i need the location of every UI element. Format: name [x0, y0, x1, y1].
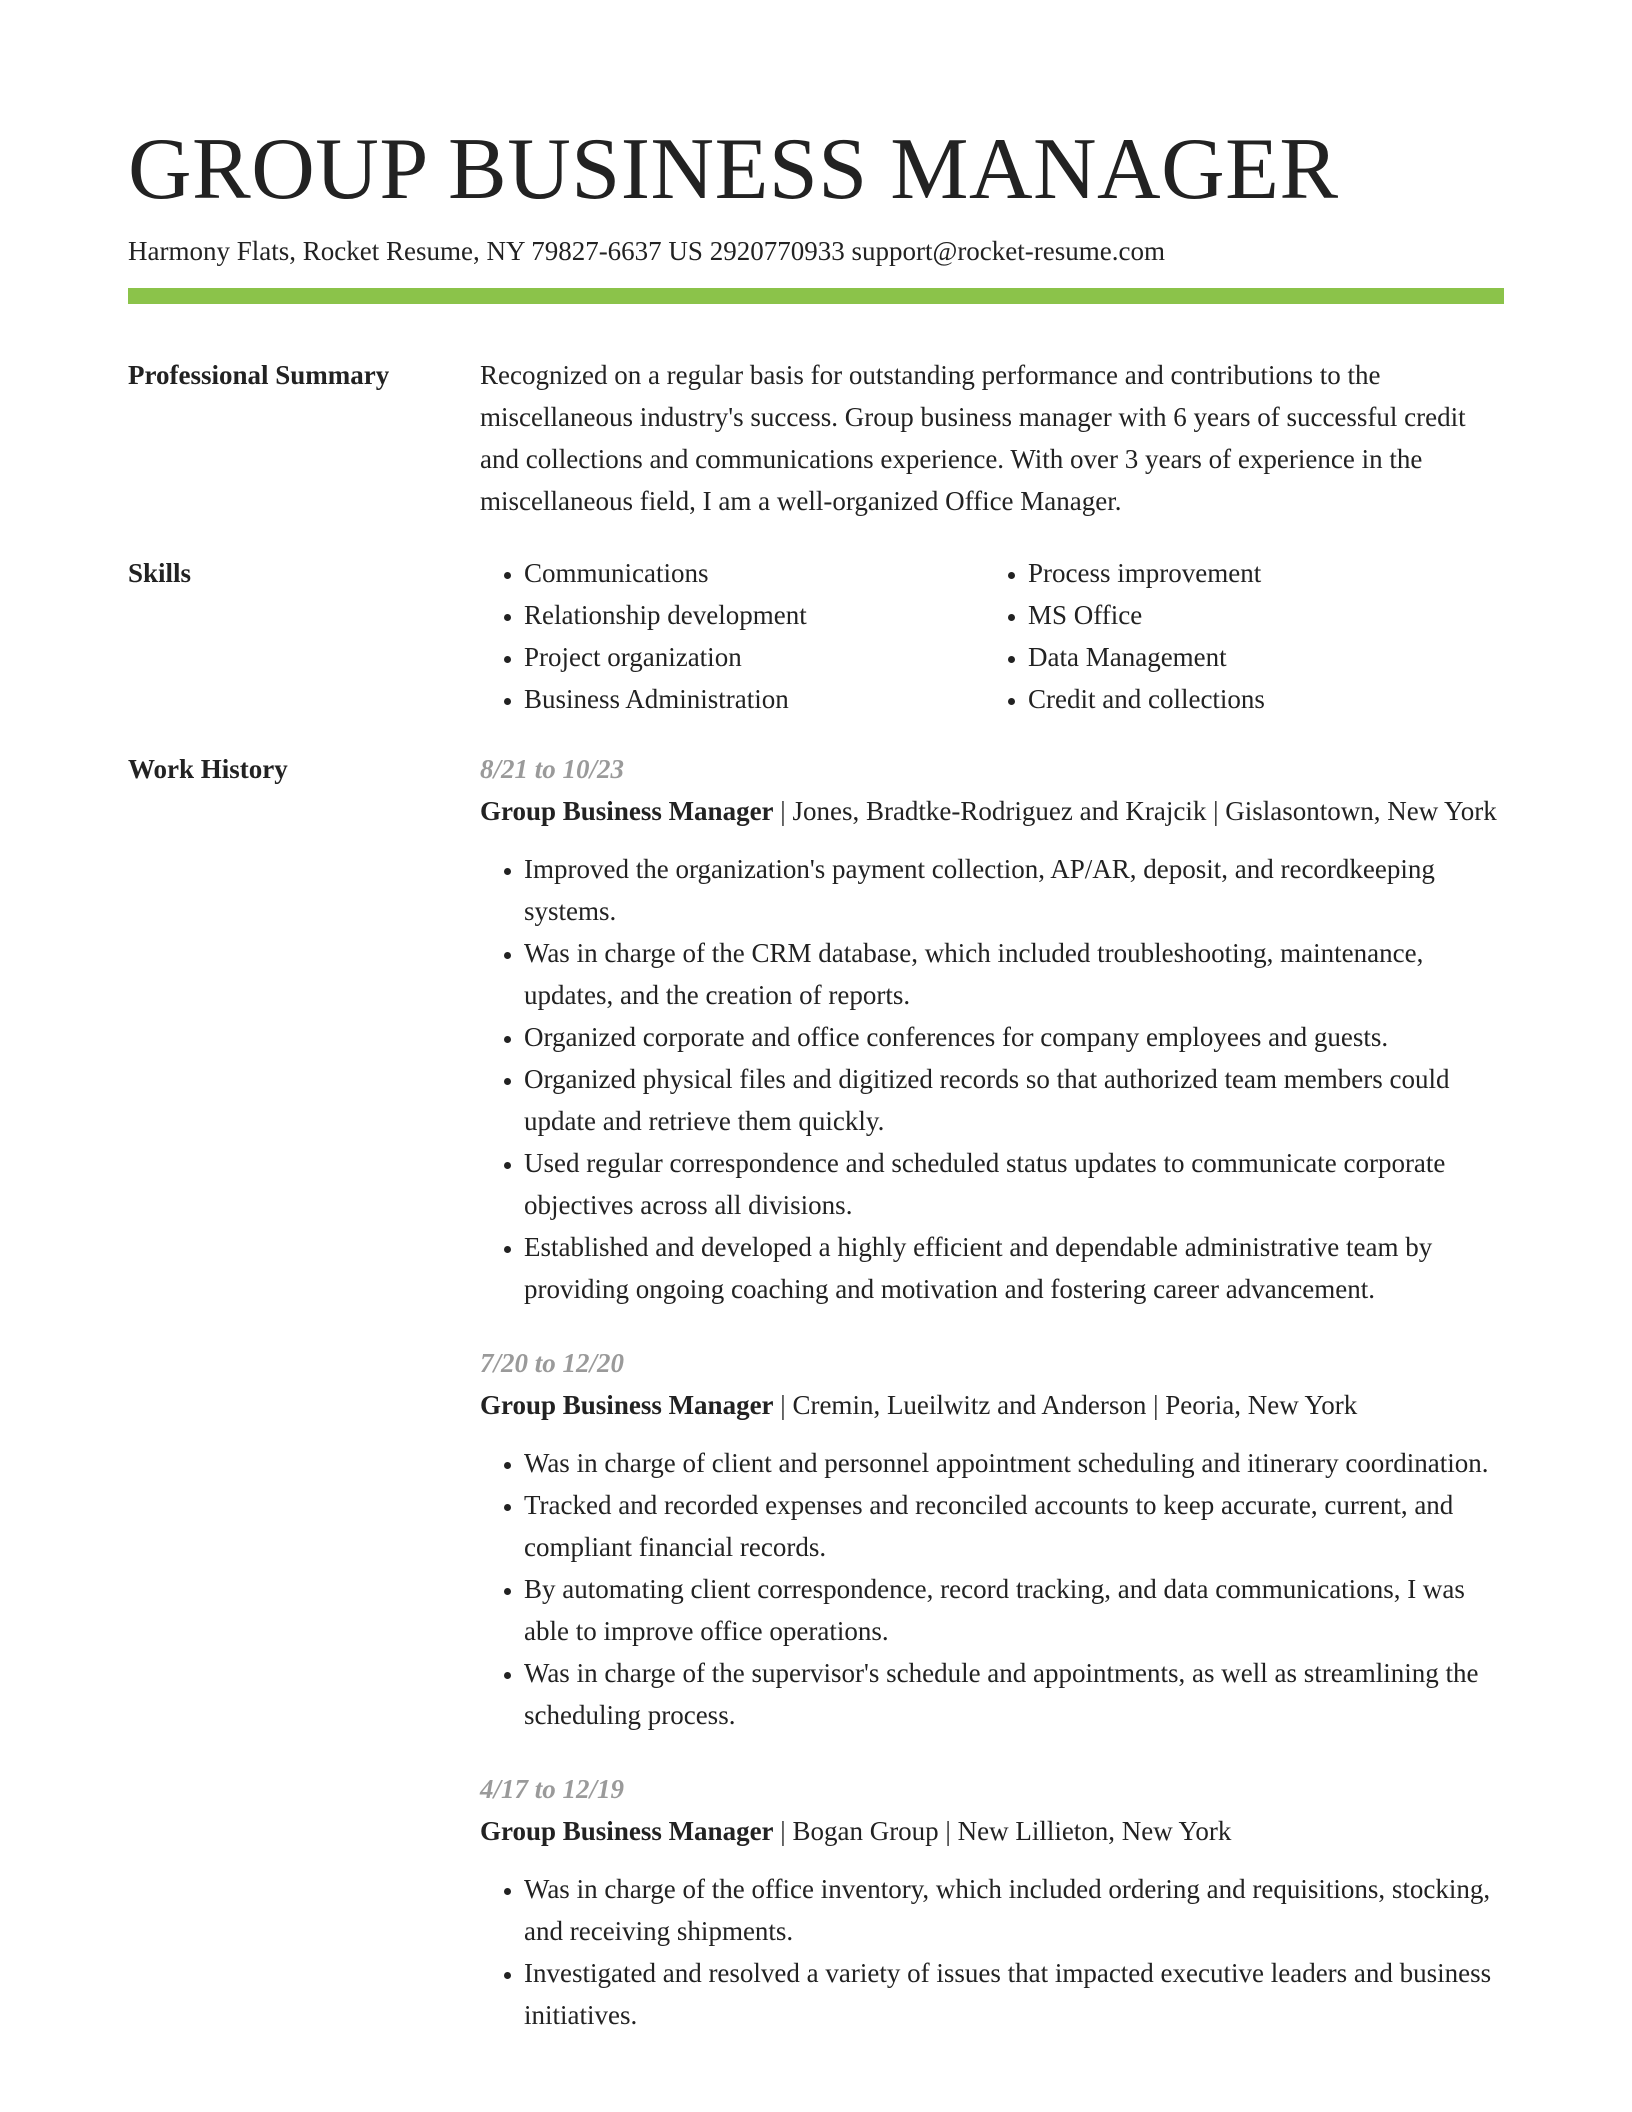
job-heading	[480, 790, 1504, 832]
skills-column-left	[480, 552, 984, 720]
job-dates: 4/17 to 12/19	[480, 1774, 625, 1804]
skill-item: • Data Management	[1028, 636, 1488, 678]
job-bullet: • Organized corporate and office conferences for company employees and guests.	[524, 1016, 1504, 1058]
accent-divider	[128, 288, 1504, 304]
job-bullet: • Tracked and recorded expenses and reconciled accounts to keep accurate, current, and compliant financial records.	[524, 1484, 1504, 1568]
job-title: Group Business Manager	[480, 1816, 774, 1846]
job-bullet: • By automating client correspondence, record tracking, and data communications, I was able to improve office operations.	[524, 1568, 1504, 1652]
summary-text: Recognized on a regular basis for outstanding performance and contributions to the miscellaneous industry's success. Group business manager with 6 years of successful credit and collections and communications experience. With over 3 years of experience in the miscellaneous field, I am a well-organized Office Manager.	[480, 360, 1466, 516]
section-title-work-history: Work History	[128, 754, 288, 784]
job-bullet-list	[480, 1868, 1504, 2036]
job-entry	[480, 1768, 1504, 2036]
resume-page	[128, 0, 1504, 2068]
job-employer-location: | Jones, Bradtke-Rodriguez and Krajcik | Gislasontown, New York	[773, 796, 1497, 826]
job-heading	[480, 1384, 1504, 1426]
job-bullet: • Was in charge of the supervisor's schedule and appointments, as well as streamlining the scheduling process.	[524, 1652, 1504, 1736]
skills-column-right	[984, 552, 1488, 720]
skill-item: • Communications	[524, 552, 984, 594]
skill-item: • Business Administration	[524, 678, 984, 720]
skill-item: • Project organization	[524, 636, 984, 678]
skill-item: • Relationship development	[524, 594, 984, 636]
job-bullet-list	[480, 1442, 1504, 1736]
job-bullet: • Was in charge of the office inventory, which included ordering and requisitions, stocking, and receiving shipments.	[524, 1868, 1504, 1952]
job-title: Group Business Manager	[480, 1390, 774, 1420]
skills-body	[480, 552, 1504, 720]
job-heading	[480, 1810, 1504, 1852]
job-bullet: • Was in charge of client and personnel appointment scheduling and itinerary coordination.	[524, 1442, 1504, 1484]
job-bullet: • Established and developed a highly efficient and dependable administrative team by providing ongoing coaching and motivation and fostering career advancement.	[524, 1226, 1504, 1310]
section-title-summary: Professional Summary	[128, 360, 390, 390]
job-entry	[480, 748, 1504, 1310]
skills-grid	[480, 552, 1504, 720]
job-bullet: • Improved the organization's payment collection, AP/AR, deposit, and recordkeeping systems.	[524, 848, 1504, 932]
section-title-skills: Skills	[128, 558, 192, 588]
job-entry	[480, 1342, 1504, 1736]
work-history-section	[128, 748, 1504, 2068]
job-bullet: • Organized physical files and digitized records so that authorized team members could update and retrieve them quickly.	[524, 1058, 1504, 1142]
job-dates: 7/20 to 12/20	[480, 1348, 625, 1378]
resume-title: GROUP BUSINESS MANAGER	[128, 121, 1339, 218]
job-bullet: • Used regular correspondence and scheduled status updates to communicate corporate objectives across all divisions.	[524, 1142, 1504, 1226]
job-bullet: • Was in charge of the CRM database, which included troubleshooting, maintenance, updates, and the creation of reports.	[524, 932, 1504, 1016]
skill-item: • Process improvement	[1028, 552, 1488, 594]
job-dates: 8/21 to 10/23	[480, 754, 625, 784]
skill-item: • MS Office	[1028, 594, 1488, 636]
job-employer-location: | Cremin, Lueilwitz and Anderson | Peoria, New York	[773, 1390, 1358, 1420]
skills-section	[128, 552, 1504, 720]
contact-line: Harmony Flats, Rocket Resume, NY 79827-6637 US 2920770933 support@rocket-resume.com	[128, 236, 1165, 266]
job-employer-location: | Bogan Group | New Lillieton, New York	[773, 1816, 1232, 1846]
summary-body	[480, 354, 1504, 522]
job-title: Group Business Manager	[480, 796, 774, 826]
summary-section	[128, 354, 1504, 522]
job-bullet-list	[480, 848, 1504, 1310]
skill-item: • Credit and collections	[1028, 678, 1488, 720]
work-history-body	[480, 748, 1504, 2068]
job-bullet: • Investigated and resolved a variety of issues that impacted executive leaders and business initiatives.	[524, 1952, 1504, 2036]
